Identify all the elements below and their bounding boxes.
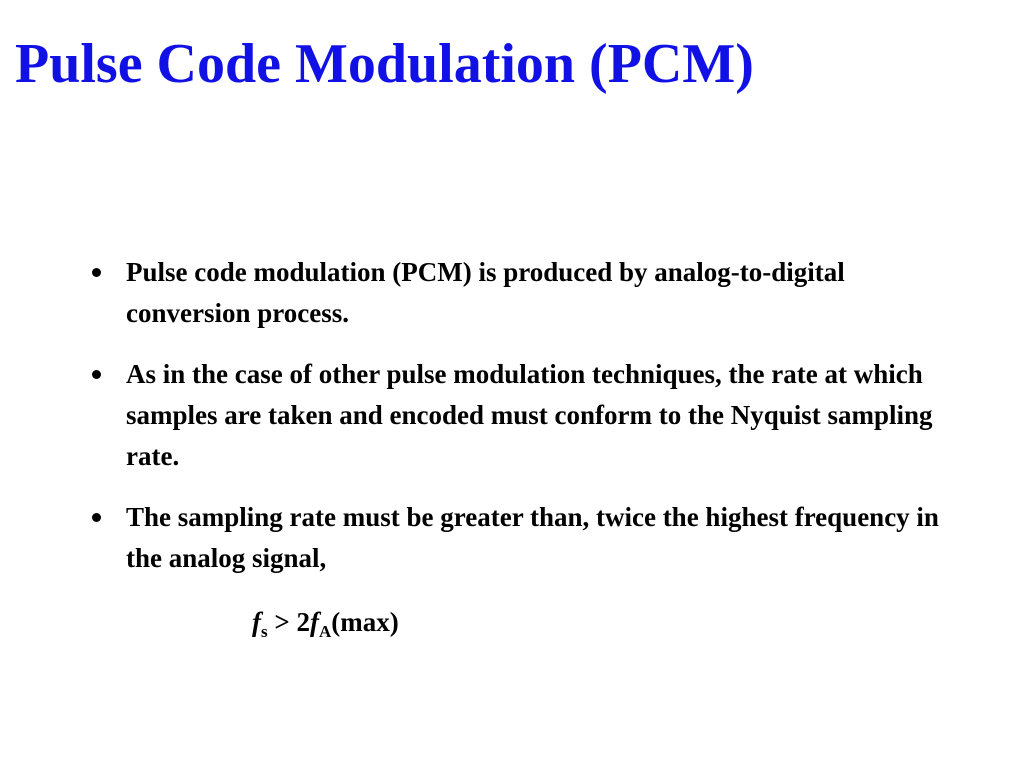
formula-operator: > 2 (267, 607, 311, 637)
formula-lhs-subscript: s (261, 622, 268, 641)
formula-rhs-variable: f (310, 607, 320, 637)
nyquist-formula (252, 602, 399, 652)
bullet-text: As in the case of other pulse modulation techniques, the rate at which samples are taken and encoded must conform to the Nyquist sampling rate. (126, 359, 933, 471)
bullet-item (88, 354, 948, 477)
formula-suffix: (max) (331, 607, 399, 637)
bullet-text: Pulse code modulation (PCM) is produced by analog-to-digital conversion process. (126, 257, 845, 328)
bullet-text: The sampling rate must be greater than, twice the highest frequency in the analog signal, (126, 502, 939, 573)
bullet-item (88, 497, 948, 579)
slide-title: Pulse Code Modulation (PCM) (15, 33, 754, 95)
formula-rhs-subscript: A (319, 622, 332, 641)
bullet-icon (92, 513, 101, 522)
bullet-item (88, 252, 948, 334)
bullet-icon (92, 370, 101, 379)
bullet-icon (92, 268, 101, 277)
bullet-list (88, 252, 948, 599)
formula-lhs-variable: f (252, 607, 261, 637)
